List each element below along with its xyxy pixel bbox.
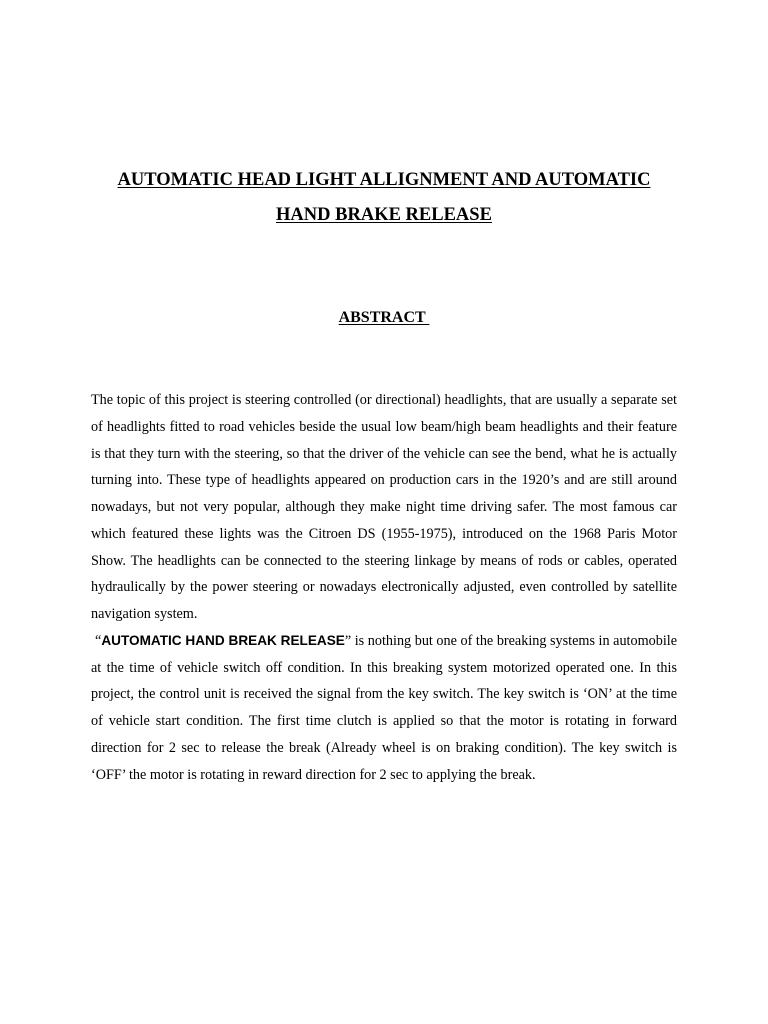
document-title: AUTOMATIC HEAD LIGHT ALLIGNMENT AND AUTOMATIC HAND BRAKE RELEASE xyxy=(117,170,651,225)
hand-brake-release-emphasis: AUTOMATIC HAND BREAK RELEASE xyxy=(101,632,345,648)
open-quote: “ xyxy=(95,632,102,649)
abstract-paragraph-2 xyxy=(91,628,677,789)
abstract-body xyxy=(91,387,677,788)
abstract-heading: ABSTRACT xyxy=(338,309,430,326)
abstract-paragraph-1: The topic of this project is steering controlled (or directional) headlights, that are usually a separate set of headlights fitted to road vehicles beside the usual low beam/high beam headlights and their feature is that they turn with the steering, so that the driver of the vehicle can see the bend, what he is actually turning into. These type of headlights appeared on production cars in the 1920’s and are still around nowadays, but not very popular, although they make night time driving safer. The most famous car which featured these lights was the Citroen DS (1955-1975), introduced on the 1968 Paris Motor Show. The headlights can be connected to the steering linkage by means of rods or cables, operated hydraulically by the power steering or nowadays electronically adjusted, even controlled by satellite navigation system. xyxy=(91,392,677,622)
paragraph-2-text: ” is nothing but one of the breaking systems in automobile at the time of vehicle switch off condition. In this breaking system motorized operated one. In this project, the control unit is received the signal from the key switch. The key switch is ‘ON’ at the time of vehicle start condition. The first time clutch is applied so that the motor is rotating in forward direction for 2 sec to release the break (Already wheel is on braking condition). The key switch is ‘OFF’ the motor is rotating in reward direction for 2 sec to applying the break. xyxy=(91,632,677,783)
